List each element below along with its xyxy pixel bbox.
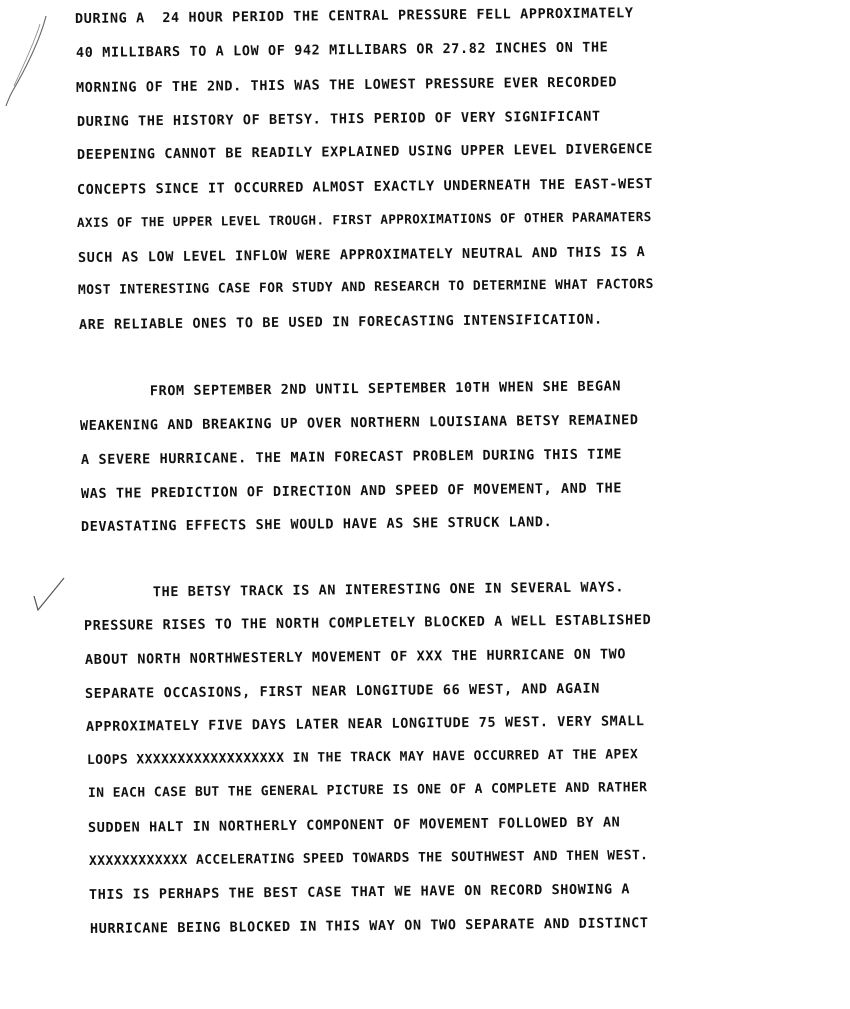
paragraph-1-line-4: DURING THE HISTORY OF BETSY. THIS PERIOD OF VERY SIGNIFICANT xyxy=(76,108,601,130)
paragraph-3-line-3: ABOUT NORTH NORTHWESTERLY MOVEMENT OF XXX THE HURRICANE ON TWO xyxy=(84,646,627,668)
paragraph-2-line-1: FROM SEPTEMBER 2ND UNTIL SEPTEMBER 10TH WHEN SHE BEGAN xyxy=(79,378,622,400)
paragraph-1-line-9: MOST INTERESTING CASE FOR STUDY AND RESEARCH TO DETERMINE WHAT FACTORS xyxy=(77,276,654,298)
paragraph-3-line-1: THE BETSY TRACK IS AN INTERESTING ONE IN SEVERAL WAYS. xyxy=(82,579,625,601)
paragraph-1-line-7: AXIS OF THE UPPER LEVEL TROUGH. FIRST APPROXIMATIONS OF OTHER PARAMATERS xyxy=(76,208,652,230)
paragraph-3-line-9: XXXXXXXXXXXX ACCELERATING SPEED TOWARDS THE SOUTHWEST AND THEN WEST. xyxy=(88,848,649,869)
paragraph-3-line-6: LOOPS XXXXXXXXXXXXXXXXXX IN THE TRACK MAY HAVE OCCURRED AT THE APEX xyxy=(86,747,639,768)
paragraph-2-line-5: DEVASTATING EFFECTS SHE WOULD HAVE AS SHE STRUCK LAND. xyxy=(80,514,553,535)
paragraph-3-line-5: APPROXIMATELY FIVE DAYS LATER NEAR LONGITUDE 75 WEST. VERY SMALL xyxy=(85,713,645,735)
pencil-check-mark xyxy=(20,570,70,620)
paragraph-3-line-8: SUDDEN HALT IN NORTHERLY COMPONENT OF MOVEMENT FOLLOWED BY AN xyxy=(87,814,621,836)
paragraph-1-line-2: 40 MILLIBARS TO A LOW OF 942 MILLIBARS OR 27.82 INCHES ON THE xyxy=(75,39,609,61)
paragraph-1-line-8: SUCH AS LOW LEVEL INFLOW WERE APPROXIMATELY NEUTRAL AND THIS IS A xyxy=(77,244,646,266)
paragraph-3-line-2: PRESSURE RISES TO THE NORTH COMPLETELY BLOCKED A WELL ESTABLISHED xyxy=(83,612,652,634)
paragraph-1-line-3: MORNING OF THE 2ND. THIS WAS THE LOWEST PRESSURE EVER RECORDED xyxy=(75,74,618,96)
paragraph-2-line-3: A SEVERE HURRICANE. THE MAIN FORECAST PROBLEM DURING THIS TIME xyxy=(80,446,623,468)
paragraph-1-line-1: DURING A 24 HOUR PERIOD THE CENTRAL PRESSURE FELL APPROXIMATELY xyxy=(74,5,634,27)
pencil-margin-mark-top xyxy=(0,10,60,120)
paragraph-3-line-11: HURRICANE BEING BLOCKED IN THIS WAY ON TWO SEPARATE AND DISTINCT xyxy=(89,915,649,937)
paragraph-3-line-10: THIS IS PERHAPS THE BEST CASE THAT WE HAVE ON RECORD SHOWING A xyxy=(88,881,631,903)
paragraph-3-line-4: SEPARATE OCCASIONS, FIRST NEAR LONGITUDE 66 WEST, AND AGAIN xyxy=(84,680,600,702)
paragraph-2-line-4: WAS THE PREDICTION OF DIRECTION AND SPEED OF MOVEMENT, AND THE xyxy=(80,480,623,502)
paragraph-1-line-5: DEEPENING CANNOT BE READILY EXPLAINED USING UPPER LEVEL DIVERGENCE xyxy=(76,140,654,163)
paragraph-1-line-6: CONCEPTS SINCE IT OCCURRED ALMOST EXACTLY UNDERNEATH THE EAST-WEST xyxy=(76,175,654,198)
paragraph-3-line-7: IN EACH CASE BUT THE GENERAL PICTURE IS ONE OF A COMPLETE AND RATHER xyxy=(87,780,648,801)
paragraph-2-line-2: WEAKENING AND BREAKING UP OVER NORTHERN LOUISIANA BETSY REMAINED xyxy=(79,412,639,434)
paragraph-1-line-10: ARE RELIABLE ONES TO BE USED IN FORECASTING INTENSIFICATION. xyxy=(78,311,603,333)
